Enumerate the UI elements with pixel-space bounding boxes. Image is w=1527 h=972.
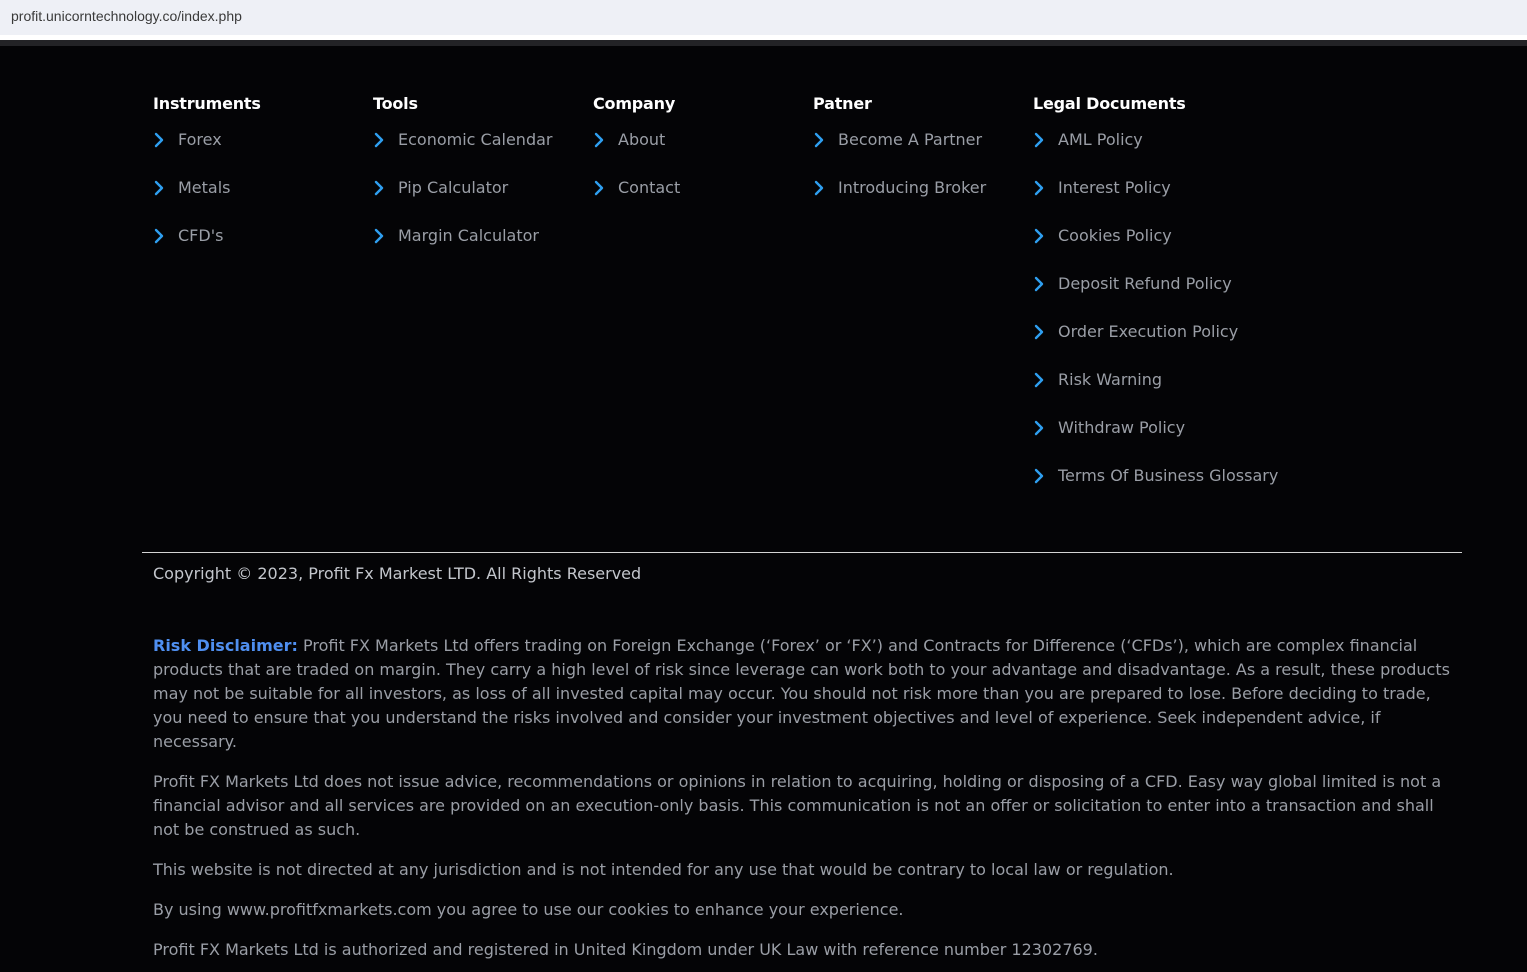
footer-link[interactable]	[1033, 368, 1333, 416]
page-top-shadow	[0, 40, 1527, 46]
chevron-right-icon	[1033, 368, 1058, 392]
risk-disclaimer-label: Risk Disclaimer:	[153, 636, 298, 655]
footer-link-list	[593, 128, 813, 224]
footer-link[interactable]	[373, 128, 593, 176]
footer-link-label[interactable]: About	[618, 130, 666, 149]
disclaimer-paragraph: Profit FX Markets Ltd does not issue advice, recommendations or opinions in relation to acquiring, holding or disposing of a CFD. Easy way global limited is not a financial advisor and all services are provided on an execution-only basis. This communication is not an offer or solicitation to enter into a transaction and shall not be construed as such.	[153, 772, 1442, 839]
footer-link[interactable]	[593, 128, 813, 176]
footer-column-title: Patner	[813, 94, 872, 113]
chevron-right-icon	[373, 176, 398, 200]
footer-link-list	[153, 128, 373, 272]
footer-link-label[interactable]: Pip Calculator	[398, 178, 509, 197]
chevron-right-icon	[1033, 416, 1058, 440]
chevron-right-icon	[1033, 176, 1058, 200]
footer-link-label[interactable]: Order Execution Policy	[1058, 322, 1239, 341]
footer-column-legal-documents	[1033, 92, 1333, 512]
chevron-right-icon	[373, 128, 398, 152]
footer-link[interactable]	[593, 176, 813, 224]
footer-link-label[interactable]: Deposit Refund Policy	[1058, 274, 1232, 293]
chevron-right-icon	[1033, 224, 1058, 248]
footer-link[interactable]	[1033, 128, 1333, 176]
footer-link-label[interactable]: AML Policy	[1058, 130, 1143, 149]
footer-link[interactable]	[1033, 416, 1333, 464]
disclaimer-intro-text: Profit FX Markets Ltd offers trading on Foreign Exchange (‘Forex’ or ‘FX’) and Contracts for Difference (‘CFDs’), which are complex financial products that are traded on margin. They carry a high level of risk since leverage can work both to your advantage and disadvantage. As a result, these products may not be suitable for all investors, as loss of all invested capital may occur. You should not risk more than you are prepared to lose. Before deciding to trade, you need to ensure that you understand the risks involved and consider your investment objectives and level of experience. Seek independent advice, if necessary.	[153, 636, 1450, 751]
footer-link-label[interactable]: Become A Partner	[838, 130, 983, 149]
footer-link[interactable]	[373, 176, 593, 224]
chevron-right-icon	[153, 224, 178, 248]
footer-link[interactable]	[153, 224, 373, 272]
footer-link[interactable]	[153, 176, 373, 224]
chevron-right-icon	[1033, 128, 1058, 152]
footer-link-label[interactable]: Economic Calendar	[398, 130, 553, 149]
footer-link-label[interactable]: Cookies Policy	[1058, 226, 1172, 245]
chevron-right-icon	[593, 176, 618, 200]
footer-column-instruments	[153, 92, 373, 272]
footer-column-company	[593, 92, 813, 224]
footer-divider	[142, 552, 1462, 553]
footer-link-label[interactable]: Metals	[178, 178, 231, 197]
address-bar-url[interactable]: profit.unicorntechnology.co/index.php	[11, 8, 242, 24]
footer-column-tools	[373, 92, 593, 272]
footer-link[interactable]	[1033, 464, 1333, 512]
chevron-right-icon	[593, 128, 618, 152]
footer-link[interactable]	[373, 224, 593, 272]
copyright-text: Copyright © 2023, Profit Fx Markest LTD. All Rights Reserved	[153, 564, 642, 583]
footer-link-list	[373, 128, 593, 272]
footer-link[interactable]	[1033, 272, 1333, 320]
footer-column-title: Company	[593, 94, 676, 113]
chevron-right-icon	[153, 176, 178, 200]
disclaimer-intro-paragraph	[153, 634, 1453, 754]
footer-link[interactable]	[1033, 224, 1333, 272]
chevron-right-icon	[1033, 320, 1058, 344]
footer-column-partner	[813, 92, 1033, 224]
footer-link-label[interactable]: CFD's	[178, 226, 224, 245]
footer-link-label[interactable]: Forex	[178, 130, 222, 149]
footer-link-label[interactable]: Risk Warning	[1058, 370, 1163, 389]
footer-link-label[interactable]: Withdraw Policy	[1058, 418, 1186, 437]
footer-link-label[interactable]: Margin Calculator	[398, 226, 539, 245]
footer-link-label[interactable]: Interest Policy	[1058, 178, 1171, 197]
chevron-right-icon	[153, 128, 178, 152]
footer-link-list	[813, 128, 1033, 224]
footer-column-title: Instruments	[153, 94, 261, 113]
disclaimer-paragraph: Profit FX Markets Ltd is authorized and registered in United Kingdom under UK Law with reference number 12302769.	[153, 940, 1098, 959]
footer-link-label[interactable]: Contact	[618, 178, 681, 197]
footer-column-title: Legal Documents	[1033, 94, 1186, 113]
footer-link-list	[1033, 128, 1333, 512]
risk-disclaimer	[153, 634, 1453, 972]
disclaimer-paragraph: This website is not directed at any jurisdiction and is not intended for any use that would be contrary to local law or regulation.	[153, 860, 1174, 879]
footer-link-label[interactable]: Introducing Broker	[838, 178, 987, 197]
footer-column-title: Tools	[373, 94, 418, 113]
chevron-right-icon	[373, 224, 398, 248]
chevron-right-icon	[1033, 272, 1058, 296]
footer-link[interactable]	[813, 176, 1033, 224]
address-bar[interactable]	[0, 0, 1527, 35]
footer-link[interactable]	[153, 128, 373, 176]
footer-link[interactable]	[813, 128, 1033, 176]
footer-link[interactable]	[1033, 176, 1333, 224]
chevron-right-icon	[813, 176, 838, 200]
disclaimer-paragraph: By using www.profitfxmarkets.com you agree to use our cookies to enhance your experience.	[153, 900, 904, 919]
footer-link[interactable]	[1033, 320, 1333, 368]
chevron-right-icon	[1033, 464, 1058, 488]
footer-link-label[interactable]: Terms Of Business Glossary	[1058, 466, 1279, 485]
chevron-right-icon	[813, 128, 838, 152]
